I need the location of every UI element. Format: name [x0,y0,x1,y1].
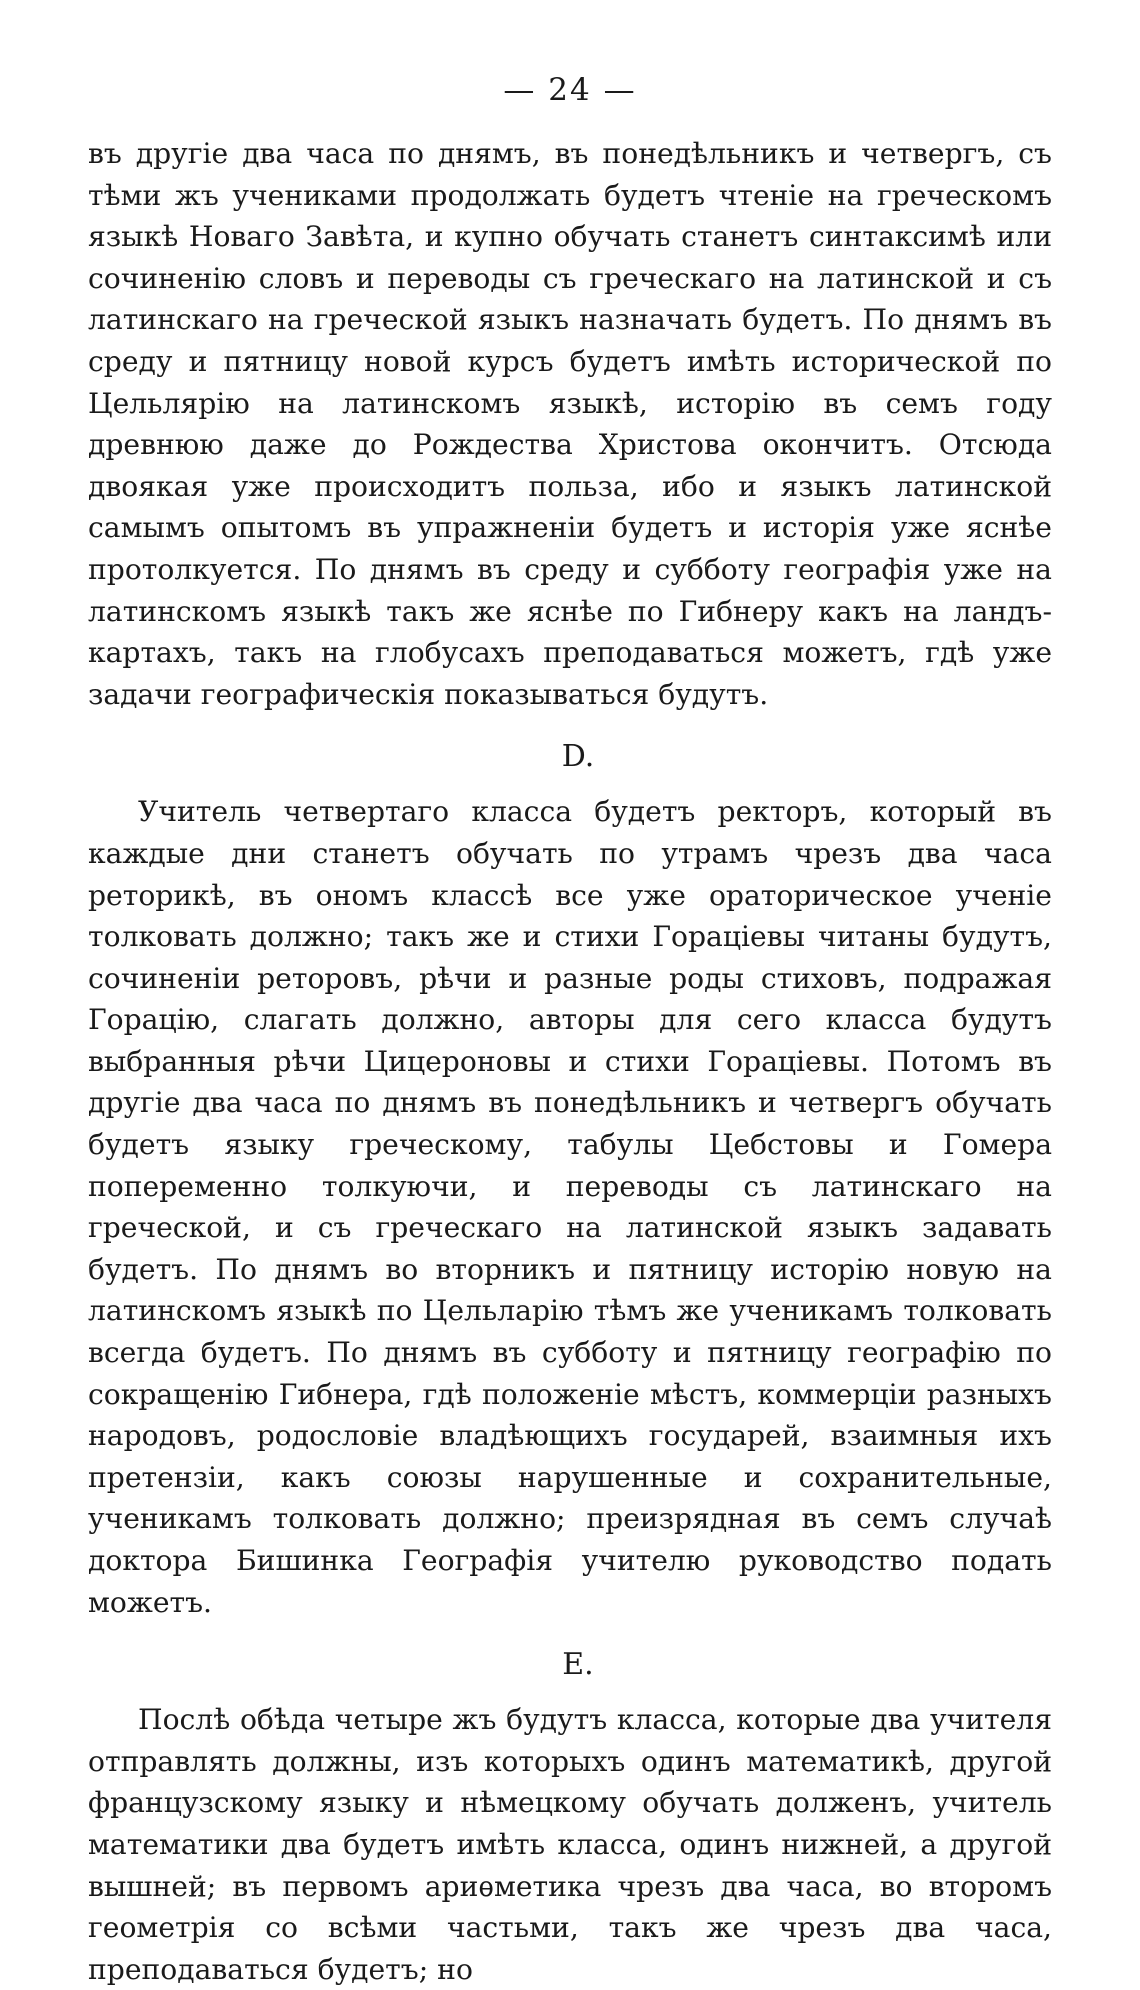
section-c-continuation-paragraph: въ другіе два часа по днямъ, въ понедѣльникъ и четвергъ, съ тѣми жъ учениками продолжать будетъ чтеніе на греческомъ языкѣ Новаго Завѣта, и купно обучать станетъ синтаксимѣ или сочиненію словъ и переводы съ греческаго на латинской и съ латинскаго на греческой языкъ назначать будетъ. По днямъ въ среду и пятницу новой курсъ будетъ имѣть исторической по Цельлярію на латинскомъ языкѣ, исторію въ семъ году древнюю даже до Рождества Христова окончитъ. Отсюда двоякая уже происходитъ польза, ибо и языкъ латинской самымъ опытомъ въ упражненіи будетъ и исторія уже яснѣе протолкуется. По днямъ въ среду и субботу географія уже на латинскомъ языкѣ такъ же яснѣе по Гибнеру какъ на ландъ-картахъ, такъ на глобусахъ преподаваться можетъ, гдѣ уже задачи географическія показываться будутъ. [88,137,1052,711]
section-d-paragraph: Учитель четвертаго класса будетъ ректоръ, который въ каждые дни станетъ обучать по утрамъ чрезъ два часа реторикѣ, въ ономъ классѣ все уже ораторическое ученіе толковать должно; такъ же и стихи Гораціевы читаны будутъ, сочиненіи реторовъ, рѣчи и разные роды стиховъ, подражая Горацію, слагать должно, авторы для сего класса будутъ выбранныя рѣчи Цицероновы и стихи Гораціевы. Потомъ въ другіе два часа по днямъ въ понедѣльникъ и четвергъ обучать будетъ языку греческому, табулы Цебстовы и Гомера попеременно толкуючи, и переводы съ латинскаго на греческой, и съ греческаго на латинской языкъ задавать будетъ. По днямъ во вторникъ и пятницу исторію новую на латинскомъ языкѣ по Цельларію тѣмъ же ученикамъ толковать всегда будетъ. По днямъ въ субботу и пятницу географію по сокращенію Гибнера, гдѣ положеніе мѣстъ, коммерціи разныхъ народовъ, родословіе владѣющихъ государей, взаимныя ихъ претензіи, какъ союзы нарушенные и сохранительные, ученикамъ толковать должно; преизрядная въ семъ случаѣ доктора Бишинка Географія учителю руководство подать можетъ. [88,795,1052,1619]
page-number: — 24 — [503,72,637,108]
body-text [88,133,1052,1990]
section-d-heading: D. [561,739,595,775]
section-e-heading: E. [562,1647,594,1683]
section-e-paragraph: Послѣ обѣда четыре жъ будутъ класса, которые два учителя отправлять должны, изъ которыхъ одинъ математикѣ, другой французскому языку и нѣмецкому обучать долженъ, учитель математики два будетъ имѣть класса, одинъ нижней, а другой вышней; въ первомъ ариѳметика чрезъ два часа, во второмъ геометрія со всѣми частьми, такъ же чрезъ два часа, преподаваться будетъ; но [88,1703,1052,1986]
